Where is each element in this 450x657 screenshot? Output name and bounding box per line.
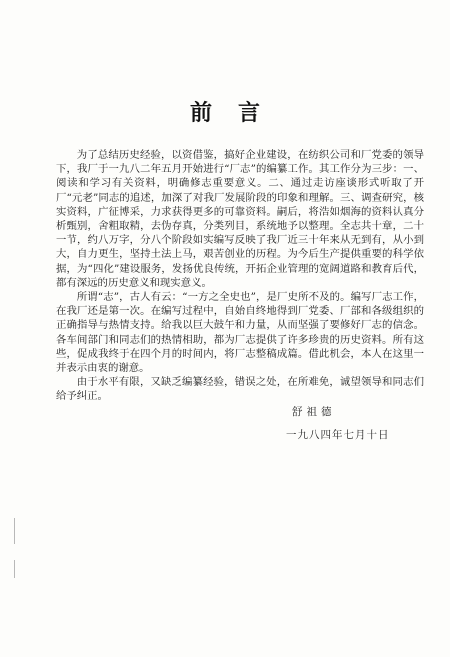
scan-margin-mark bbox=[14, 518, 15, 544]
paragraph-1: 为了总结历史经验，以资借鉴，搞好企业建设，在纺织公司和厂党委的领导下，我厂于一九八二年五月开始进行“厂志”的编纂工作。其工作分为三步：一、阅读和学习有关资料，明确修志重要意义。二、通过走访座谈形式听取了开厂“元老”同志的追述，加深了对我厂发展阶段的印象和理解。三、调查研究，核实资料，广征博采，力求获得更多的可靠资料。嗣后，将浩如烟海的资料认真分析甄别，舍粗取精，去伪存真，分类列目，系统地予以整理。全志共十章，二十一节，约八万字，分八个阶段如实编写反映了我厂近三十年来从无到有，从小到大，自力更生，坚持土法上马，艰苦创业的历程。为今后生产提供重要的科学依据，为“四化”建设服务，发扬优良传统，开拓企业管理的宽阔道路和教育后代，都有深远的历史意义和现实意义。 bbox=[56, 149, 424, 289]
paragraph-3: 由于水平有限，又缺乏编纂经验，错误之处，在所难免，诚望领导和同志们给予纠正。 bbox=[56, 376, 424, 403]
scan-margin-mark bbox=[14, 560, 15, 578]
page-title: 前言 bbox=[189, 100, 286, 126]
preface-body bbox=[56, 148, 424, 404]
author-signature: 舒祖德 bbox=[292, 406, 336, 418]
paragraph-2: 所谓“志”，古人有云：“一方之全史也”，是厂史所不及的。编写厂志工作，在我厂还是第一次。在编写过程中，自始自终地得到厂党委、厂部和各级组织的正确指导与热情支持。给我以巨大鼓午和力量，从而坚强了要修好厂志的信念。各车间部门和同志们的热情相助，都为厂志提供了许多珍贵的历史资料。所有这些，促成我终于在四个月的时间内，将厂志整稿成篇。借此机会，本人在这里一并表示由衷的谢意。 bbox=[56, 291, 424, 375]
signature-date: 一九八四年七月十日 bbox=[286, 429, 390, 441]
